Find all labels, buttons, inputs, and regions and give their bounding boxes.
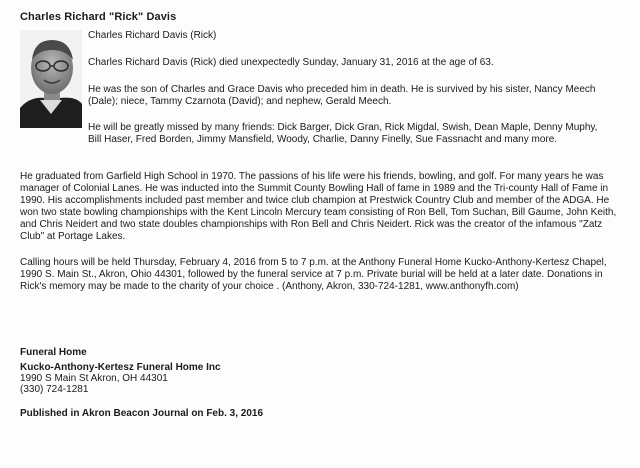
portrait-photo [20,30,82,128]
portrait-image [20,30,82,128]
biography-paragraph: He graduated from Garfield High School in 1970. The passions of his life were his friends, bowling, and golf. For many years he was manager of Colonial Lanes. He was inducted into the Summit County Bowling Hall of fame in 1989 and the Tri-county Hall of Fame in 1990. His accomplishments included past member and twice club champion at Prestwick Country Club and member of the ADGA. He won two state bowling championships with the Kent Lincoln Mercury team consisting of Ron Bell, Tom Suchan, Bill Gaume, John Keith, and Chris Neidert and two state doubles championships with Ron Bell and Chris Neidert. Rick was the creator of the infamous "Zatz Club" at Portage Lakes. [20,171,617,242]
family-paragraph: He was the son of Charles and Grace Davis who preceded him in death. He is survived by his sister, Nancy Meech (Dale); niece, Tammy Czarnota (David); and nephew, Gerald Meech. [88,84,596,107]
funeral-home-block [20,347,420,395]
obituary-title: Charles Richard "Rick" Davis [20,11,177,23]
services-paragraph: Calling hours will be held Thursday, February 4, 2016 from 5 to 7 p.m. at the Anthony Funeral Home Kucko-Anthony-Kertesz Chapel, 1990 S. Main St., Akron, Ohio 44301, followed by the funeral service at 7 p.m. Private burial will be held at a later date. Donations in Rick's memory may be made to the charity of your choice . (Anthony, Akron, 330-724-1281, www.anthonyfh.com) [20,257,607,292]
funeral-home-heading: Funeral Home [20,347,87,358]
publication-line: Published in Akron Beacon Journal on Feb. 3, 2016 [20,408,264,419]
friends-paragraph: He will be greatly missed by many friends: Dick Barger, Dick Gran, Rick Migdal, Swish, Dean Maple, Denny Muphy, Bill Haser, Fred Borden, Jimmy Mansfield, Woody, Charlie, Danny Finelly, Sue Fassnacht and many more. [88,122,598,145]
name-line: Charles Richard Davis (Rick) [88,30,217,41]
death-announcement: Charles Richard Davis (Rick) died unexpectedly Sunday, January 31, 2016 at the age of 63. [88,57,494,68]
funeral-home-address: 1990 S Main St Akron, OH 44301 [20,373,168,384]
funeral-home-phone: (330) 724-1281 [20,384,89,395]
funeral-home-name: Kucko-Anthony-Kertesz Funeral Home Inc [20,362,221,373]
